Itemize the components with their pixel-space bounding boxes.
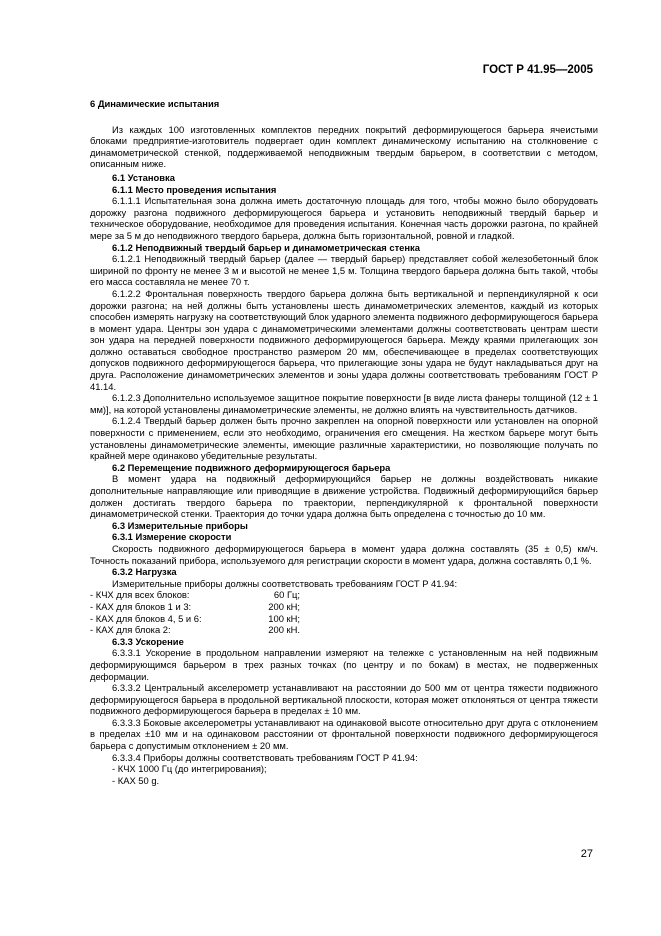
paragraph: Измерительные приборы должны соответствовать требованиям ГОСТ Р 41.94:: [112, 577, 458, 589]
spec-label: - КАХ для блоков 4, 5 и 6:: [90, 612, 202, 624]
paragraph: Скорость подвижного деформирующегося барьера в момент удара должна составлять (35 ± 0,5) км/ч. Точность показаний прибора, используемого для регистрации скорости в момент удара, должна составлять 0,1 %.: [90, 542, 598, 566]
section-heading: 6 Динамические испытания: [90, 98, 220, 109]
spec-label: - КАХ для блока 2:: [90, 624, 171, 636]
subsection-heading: 6.1.2 Неподвижный твердый барьер и динамометрическая стенка: [112, 241, 420, 253]
paragraph: 6.3.3.2 Центральный акселерометр устанавливают на расстоянии до 500 мм от центра тяжести подвижного деформирующегося барьера в продольной вертикальной плоскости, которая может отклоняться от центра тяжести подвижного деформирующегося барьера в пределах ± 10 мм.: [90, 682, 598, 717]
subsection-heading: 6.2 Перемещение подвижного деформирующегося барьера: [112, 461, 391, 473]
spec-row: [90, 589, 598, 601]
list-item: - КЧХ 1000 Гц (до интегрирования);: [112, 763, 267, 775]
spec-row: [90, 624, 598, 636]
document-header: ГОСТ Р 41.95—2005: [482, 64, 593, 76]
paragraph: 6.1.2.1 Неподвижный твердый барьер (далее — твердый барьер) представляет собой железобетонный блок шириной по фронту не менее 3 м и высотой не менее 1,5 м. Толщина твердого барьера должна быть такой, чтобы его масса составляла не менее 70 т.: [90, 253, 598, 288]
subsection-heading: 6.3 Измерительные приборы: [112, 519, 248, 531]
paragraph: 6.3.3.4 Приборы должны соответствовать требованиям ГОСТ Р 41.94:: [112, 751, 418, 763]
page-number: 27: [580, 848, 593, 860]
spec-label: - КЧХ для всех блоков:: [90, 589, 190, 601]
spec-row: [90, 601, 598, 613]
spec-value: 60 Гц;: [273, 589, 300, 601]
spec-row: [90, 613, 598, 625]
paragraph: 6.1.2.3 Дополнительно используемое защитное покрытие поверхности [в виде листа фанеры толщиной (12 ± 1 мм)], на которой установлены динамометрические элементы, не должно влиять на чувствительность датчиков.: [90, 392, 598, 415]
paragraph: 6.1.2.4 Твердый барьер должен быть прочно закреплен на опорной поверхности или установлен на опорной поверхности с применением, если это необходимо, ограничения его смещения. На жестком барьере могут быть установлены динамометрические элементы, имеющие различные характеристики, но позволяющие получать по крайней мере одинаково убедительные результаты.: [90, 415, 598, 462]
paragraph: 6.3.3.3 Боковые акселерометры устанавливают на одинаковой высоте относительно друг друга с отклонением в пределах ±10 мм и на одинаковом расстоянии от фронтальной поверхности подвижного деформирующегося барьера с допустимым отклонением ± 20 мм.: [90, 716, 598, 752]
spec-value: 100 кН;: [268, 612, 300, 624]
spec-value: 200 кН.: [268, 624, 300, 636]
section-intro: Из каждых 100 изготовленных комплектов передних покрытий деформирующегося барьера ячеистыми блоками предприятие-изготовитель подвергает один комплект динамическому испытанию на столкновение с динамометрической стенкой, поддерживаемой неподвижным твердым барьером, в соответствии с методом, описанным ниже.: [90, 123, 598, 170]
paragraph: 6.1.1.1 Испытательная зона должна иметь достаточную площадь для того, чтобы можно было оборудовать дорожку разгона подвижного деформирующегося барьера и установить неподвижный твердый барьер и техническое оборудование, необходимое для проведения испытания. Конечная часть дорожки разгона, по крайней мере за 5 м до неподвижного твердого барьера, должна быть горизонтальной, ровной и гладкой.: [90, 195, 598, 241]
subsection-heading: 6.1.1 Место проведения испытания: [112, 183, 277, 195]
spec-label: - КАХ для блоков 1 и 3:: [90, 600, 192, 612]
paragraph: 6.1.2.2 Фронтальная поверхность твердого барьера должна быть вертикальной и перпендикулярной к оси дорожки разгона; на ней должны быть установлены шесть динамометрических элементов, каждый из которых способен измерять нагрузку на соответствующий блок ударного элемента подвижного деформирующегося барьера в момент удара. Центры зон удара с динамометрическими элементами должны соответствовать центрам шести зон удара на передней поверхности подвижного деформирующегося барьера. Между краями прилегающих зон должно оставаться свободное пространство размером 20 мм, обеспечивающее в пределах соответствующих допусков подвижного деформирующегося барьера, что прилегающие зоны удара не будут накладываться друг на друга. Расположение динамометрических элементов и зоны удара должны соответствовать требованиям ГОСТ Р 41.14.: [90, 287, 598, 392]
subsection-heading: 6.3.1 Измерение скорости: [112, 531, 232, 543]
paragraph: 6.3.3.1 Ускорение в продольном направлении измеряют на тележке с установленным на ней подвижным деформирующимся барьером в трех разных точках (по центру и по бокам) в местах, не подверженных деформации.: [90, 647, 598, 682]
subsection-heading: 6.3.3 Ускорение: [112, 635, 184, 647]
subsection-heading: 6.3.2 Нагрузка: [112, 566, 177, 578]
spec-value: 200 кН;: [268, 600, 300, 612]
paragraph: В момент удара на подвижный деформирующийся барьер не должны воздействовать никакие дополнительные направляющие или приводящие в движение устройства. Подвижный деформирующийся барьер должен достигать твердого барьера по траектории, перпендикулярной к фронтальной поверхности динамометрической стенки. Траектория до точки удара должна быть определена с точностью до 10 мм.: [90, 473, 598, 520]
subsection-heading: 6.1 Установка: [112, 171, 175, 183]
list-item: - КАХ 50 g.: [112, 774, 160, 786]
page-content: [90, 98, 598, 786]
